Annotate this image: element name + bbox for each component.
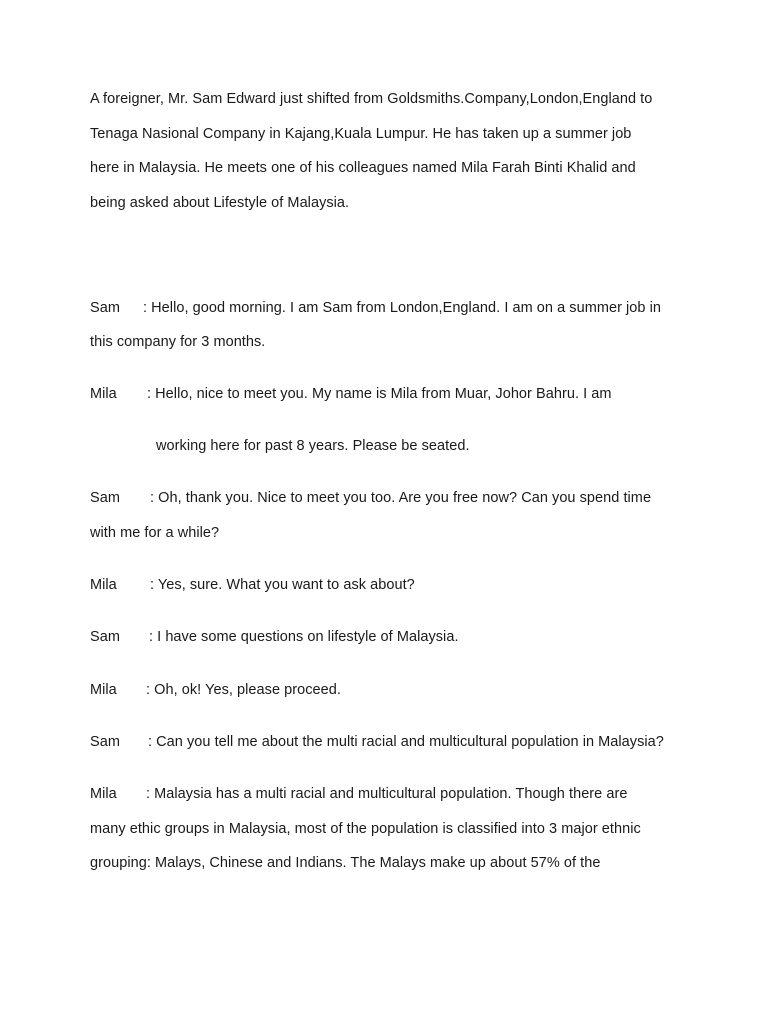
dialogue-text: : Yes, sure. What you want to ask about? (150, 577, 415, 593)
dialogue-text: : I have some questions on lifestyle of Malaysia. (149, 629, 459, 645)
intro-line: being asked about Lifestyle of Malaysia. (90, 195, 350, 211)
speaker-name: Sam (90, 300, 120, 316)
dialogue-turn (90, 627, 459, 647)
intro-line: Tenaga Nasional Company in Kajang,Kuala Lumpur. He has taken up a summer job (90, 126, 632, 142)
dialogue-continuation: many ethic groups in Malaysia, most of the population is classified into 3 major ethnic (90, 821, 641, 837)
dialogue-turn (90, 575, 415, 595)
dialogue-continuation: with me for a while? (90, 525, 220, 541)
speaker-name: Sam (90, 490, 120, 506)
dialogue-text: : Hello, good morning. I am Sam from London,England. I am on a summer job in (143, 300, 662, 316)
dialogue-text: : Hello, nice to meet you. My name is Mila from Muar, Johor Bahru. I am (147, 386, 612, 402)
dialogue-continuation: grouping: Malays, Chinese and Indians. The Malays make up about 57% of the (90, 855, 601, 871)
dialogue-text: : Can you tell me about the multi racial and multicultural population in Malaysia? (148, 734, 664, 750)
dialogue-turn (90, 732, 664, 752)
speaker-name: Sam (90, 629, 120, 645)
intro-line: A foreigner, Mr. Sam Edward just shifted from Goldsmiths.Company,London,England to (90, 91, 653, 107)
dialogue-text: : Oh, ok! Yes, please proceed. (146, 682, 341, 698)
speaker-name: Mila (90, 786, 117, 802)
dialogue-turn (90, 384, 612, 404)
speaker-name: Sam (90, 734, 120, 750)
intro-line: here in Malaysia. He meets one of his colleagues named Mila Farah Binti Khalid and (90, 160, 636, 176)
speaker-name: Mila (90, 386, 117, 402)
dialogue-turn (90, 298, 661, 318)
speaker-name: Mila (90, 682, 117, 698)
dialogue-continuation: working here for past 8 years. Please be seated. (156, 438, 470, 454)
dialogue-turn (90, 680, 341, 700)
dialogue-turn (90, 784, 628, 804)
dialogue-text: : Malaysia has a multi racial and multicultural population. Though there are (146, 786, 628, 802)
dialogue-turn (90, 488, 651, 508)
dialogue-text: : Oh, thank you. Nice to meet you too. Are you free now? Can you spend time (150, 490, 652, 506)
dialogue-continuation: this company for 3 months. (90, 334, 266, 350)
speaker-name: Mila (90, 577, 117, 593)
